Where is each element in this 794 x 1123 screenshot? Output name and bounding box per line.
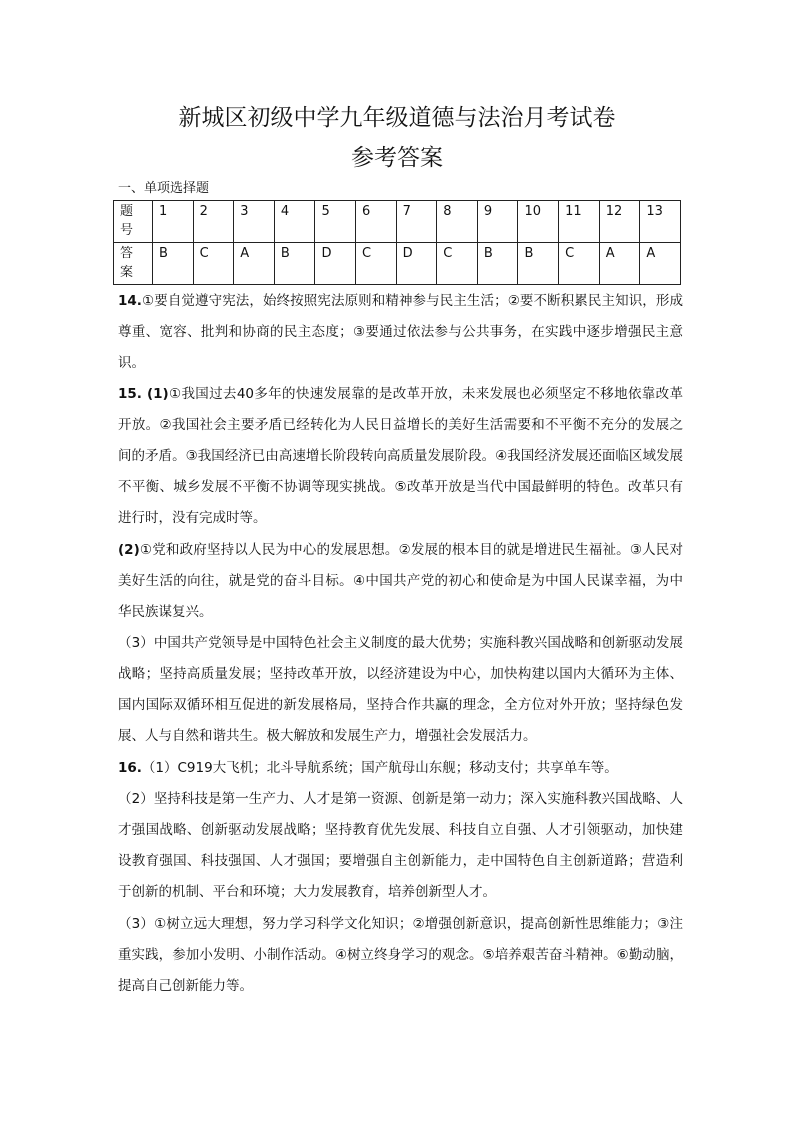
answer-q15-2 xyxy=(118,535,683,628)
question-number: 15. (1) xyxy=(118,386,169,402)
table-cell: 3 xyxy=(234,201,275,243)
table-cell: C xyxy=(356,243,397,285)
table-cell: B xyxy=(477,243,518,285)
header-char: 答 xyxy=(120,246,134,261)
table-cell: 2 xyxy=(193,201,234,243)
question-number: （3） xyxy=(118,916,155,932)
page-title: 新城区初级中学九年级道德与法治月考试卷 xyxy=(178,105,616,131)
table-cell: 7 xyxy=(396,201,437,243)
table-header-cell xyxy=(114,243,153,285)
table-cell: A xyxy=(234,243,275,285)
answer-q14 xyxy=(118,286,683,379)
answer-q16-3 xyxy=(118,909,683,1002)
table-cell: C xyxy=(559,243,600,285)
answer-text: 中国共产党领导是中国特色社会主义制度的最大优势；实施科教兴国战略和创新驱动发展战略；坚持高质量发展；坚持改革开放，以经济建设为中心，加快构建以国内大循环为主体、国内国际双循环相互促进的新发展格局，坚持合作共赢的理念，全方位对外开放；坚持绿色发展、人与自然和谐共生。极大解放和发展生产力，增强社会发展活力。 xyxy=(118,635,684,744)
table-row-numbers xyxy=(114,201,681,243)
table-cell: B xyxy=(274,243,315,285)
table-cell: B xyxy=(518,243,559,285)
header-char: 案 xyxy=(120,265,134,280)
question-number: （3） xyxy=(118,635,154,651)
question-number: (2) xyxy=(118,542,140,558)
header-char: 题 xyxy=(120,204,134,219)
table-cell: D xyxy=(315,243,356,285)
table-cell: 4 xyxy=(274,201,315,243)
answer-q15-1 xyxy=(118,379,683,534)
answer-q16-1 xyxy=(118,753,683,784)
table-cell: A xyxy=(640,243,681,285)
table-cell: 12 xyxy=(599,201,640,243)
table-cell: B xyxy=(153,243,194,285)
section-heading-single-choice: 一、单项选择题 xyxy=(118,181,210,196)
answer-text: ①要自觉遵守宪法，始终按照宪法原则和精神参与民主生活；②要不断积累民主知识，形成尊重、宽容、批判和协商的民主态度；③要通过依法参与公共事务，在实践中逐步增强民主意识。 xyxy=(118,293,683,371)
table-cell: A xyxy=(599,243,640,285)
answer-text: 坚持科技是第一生产力、人才是第一资源、创新是第一动力；深入实施科教兴国战略、人才强国战略、创新驱动发展战略；坚持教育优先发展、科技自立自强、人才引领驱动，加快建设教育强国、科技强国、人才强国；要增强自主创新能力，走中国特色自主创新道路；营造利于创新的机制、平台和环境；大力发展教育，培养创新型人才。 xyxy=(118,791,684,900)
table-cell: 11 xyxy=(559,201,600,243)
table-cell: 6 xyxy=(356,201,397,243)
table-cell: 1 xyxy=(153,201,194,243)
question-number: 14. xyxy=(118,293,142,309)
table-header-cell xyxy=(114,201,153,243)
table-cell: C xyxy=(193,243,234,285)
question-number: （2） xyxy=(118,791,154,807)
answer-q15-3 xyxy=(118,628,683,752)
answer-text: ①党和政府坚持以人民为中心的发展思想。②发展的根本目的就是增进民生福祉。③人民对美好生活的向往，就是党的奋斗目标。④中国共产党的初心和使命是为中国人民谋幸福，为中华民族谋复兴。 xyxy=(118,542,683,620)
answer-text: ①我国过去40多年的快速发展靠的是改革开放，未来发展也必须坚定不移地依靠改革开放。②我国社会主要矛盾已经转化为人民日益增长的美好生活需要和不平衡不充分的发展之间的矛盾。③我国经济已由高速增长阶段转向高质量发展阶段。④我国经济发展还面临区域发展不平衡、城乡发展不平衡不协调等现实挑战。⑤改革开放是当代中国最鲜明的特色。改革只有进行时，没有完成时等。 xyxy=(118,386,683,526)
table-row-answers xyxy=(114,243,681,285)
question-number: 16. xyxy=(118,760,142,776)
answer-text: ①树立远大理想，努力学习科学文化知识；②增强创新意识，提高创新性思维能力；③注重实践，参加小发明、小制作活动。④树立终身学习的观念。⑤培养艰苦奋斗精神。⑥勤动脑，提高自己创新能力等。 xyxy=(118,916,683,994)
table-cell: 9 xyxy=(477,201,518,243)
answer-text: （1）C919大飞机；北斗导航系统；国产航母山东舰；移动支付；共享单车等。 xyxy=(141,760,618,776)
table-cell: C xyxy=(437,243,478,285)
table-cell: 5 xyxy=(315,201,356,243)
answer-table xyxy=(113,200,681,285)
table-cell: 10 xyxy=(518,201,559,243)
answer-q16-2 xyxy=(118,784,683,908)
header-char: 号 xyxy=(120,223,134,238)
table-cell: D xyxy=(396,243,437,285)
table-cell: 13 xyxy=(640,201,681,243)
page-subtitle: 参考答案 xyxy=(351,145,443,171)
table-cell: 8 xyxy=(437,201,478,243)
